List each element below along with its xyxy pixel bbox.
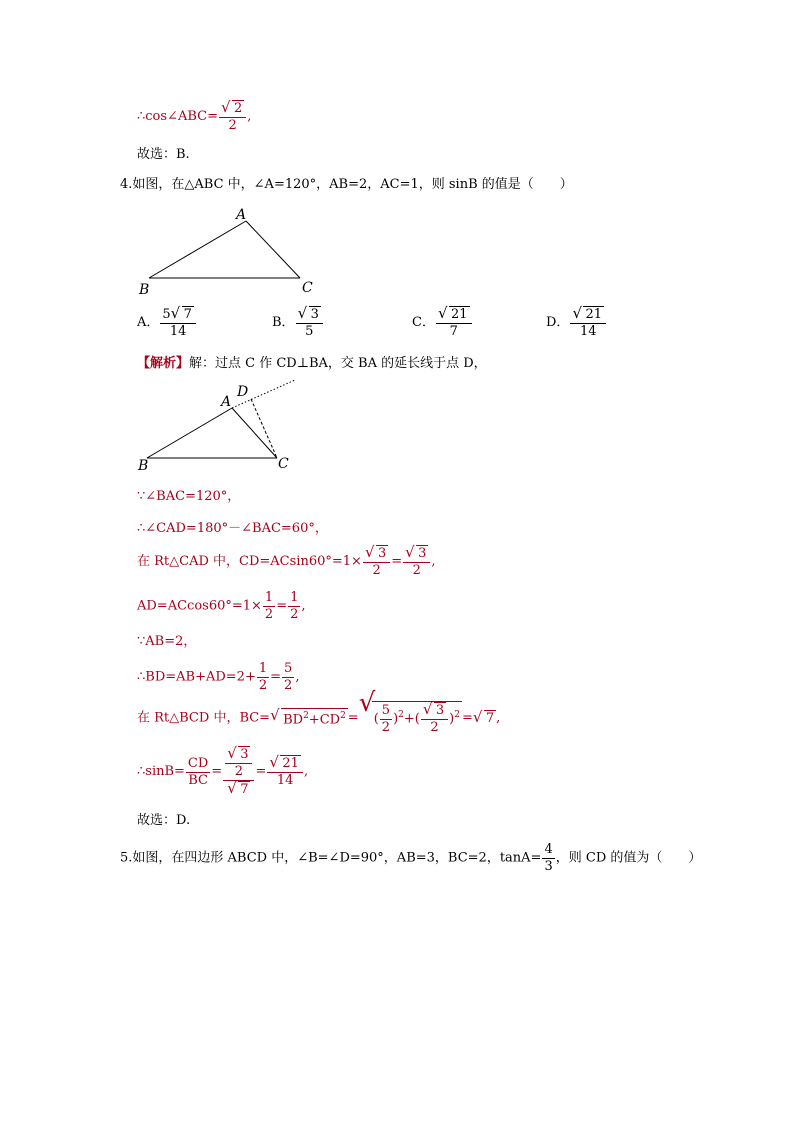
step-2: ∴∠CAD=180°－∠BAC=60°， [137, 521, 328, 536]
option-b[interactable]: B． √ 3 5 [272, 306, 324, 340]
option-d[interactable]: D． √ 21 14 [546, 306, 607, 340]
step-8: ∴sinB= $\frac{CD}{BC}$ = √ 3 2 √ 7 = √ 21 14 , [137, 744, 309, 797]
edge-ac-2 [232, 408, 277, 458]
option-c[interactable]: C． √ 21 7 [412, 306, 473, 340]
analysis-text: 解：过点 C 作 CD⊥BA，交 BA 的延长线于点 D， [189, 356, 487, 371]
triangle-figure-2 [135, 378, 305, 473]
vertex-a-label: A [236, 207, 247, 223]
step-1: ∵∠BAC=120°， [137, 489, 241, 504]
q5-stem: 5.如图，在四边形 ABCD 中，∠B=∠D=90°，AB=3，BC=2，tanA= $\frac{4}{3}$ ，则 CD 的值为（ ） [120, 842, 702, 874]
segment-cd [251, 399, 277, 458]
edge-ac [246, 221, 300, 278]
vertex-b-label: B [139, 282, 150, 298]
analysis-line [137, 356, 487, 372]
step-7: 在 Rt△BCD 中，BC= √ $BD^2+CD^2$ = √ ( $\frac{5}{2}$ )$^2$+( √ 3 2 )$^2$ = √ 7 , [137, 688, 501, 735]
option-a[interactable]: A． 5 √ 7 14 [137, 306, 197, 340]
step-3: 在 Rt△CAD 中，CD=ACsin60°=1× √ 3 2 = √ 3 2 , [137, 543, 436, 578]
prev-answer: 故选：B. [137, 147, 190, 162]
step-6: ∴BD=AB+AD=2+ $\frac{1}{2}$ = $\frac{5}{2}$ , [137, 661, 300, 693]
vertex-c2-label: C [278, 456, 289, 472]
vertex-c-label: C [302, 280, 313, 296]
vertex-d-label: D [237, 384, 249, 400]
vertex-a2-label: A [221, 394, 232, 410]
step-4: AD=ACcos60°=1× $\frac{1}{2}$ = $\frac{1}{2}$ , [137, 590, 306, 622]
q4-answer: 故选：D. [137, 813, 191, 828]
q4-stem: 4.如图，在△ABC 中，∠A=120°，AB=2，AC=1，则 sinB 的值是（ ） [120, 177, 573, 192]
triangle-figure-1 [135, 203, 325, 298]
cos-fraction: √ 2 2 [219, 100, 246, 134]
cos-abc-line: ∴cos∠ABC= √ 2 2 , [137, 98, 252, 133]
step-5: ∵AB=2， [137, 634, 197, 649]
analysis-tag: 【解析】 [137, 356, 190, 371]
edge-ba [149, 221, 246, 278]
edge-ba-2 [147, 408, 232, 458]
vertex-b2-label: B [138, 458, 149, 473]
